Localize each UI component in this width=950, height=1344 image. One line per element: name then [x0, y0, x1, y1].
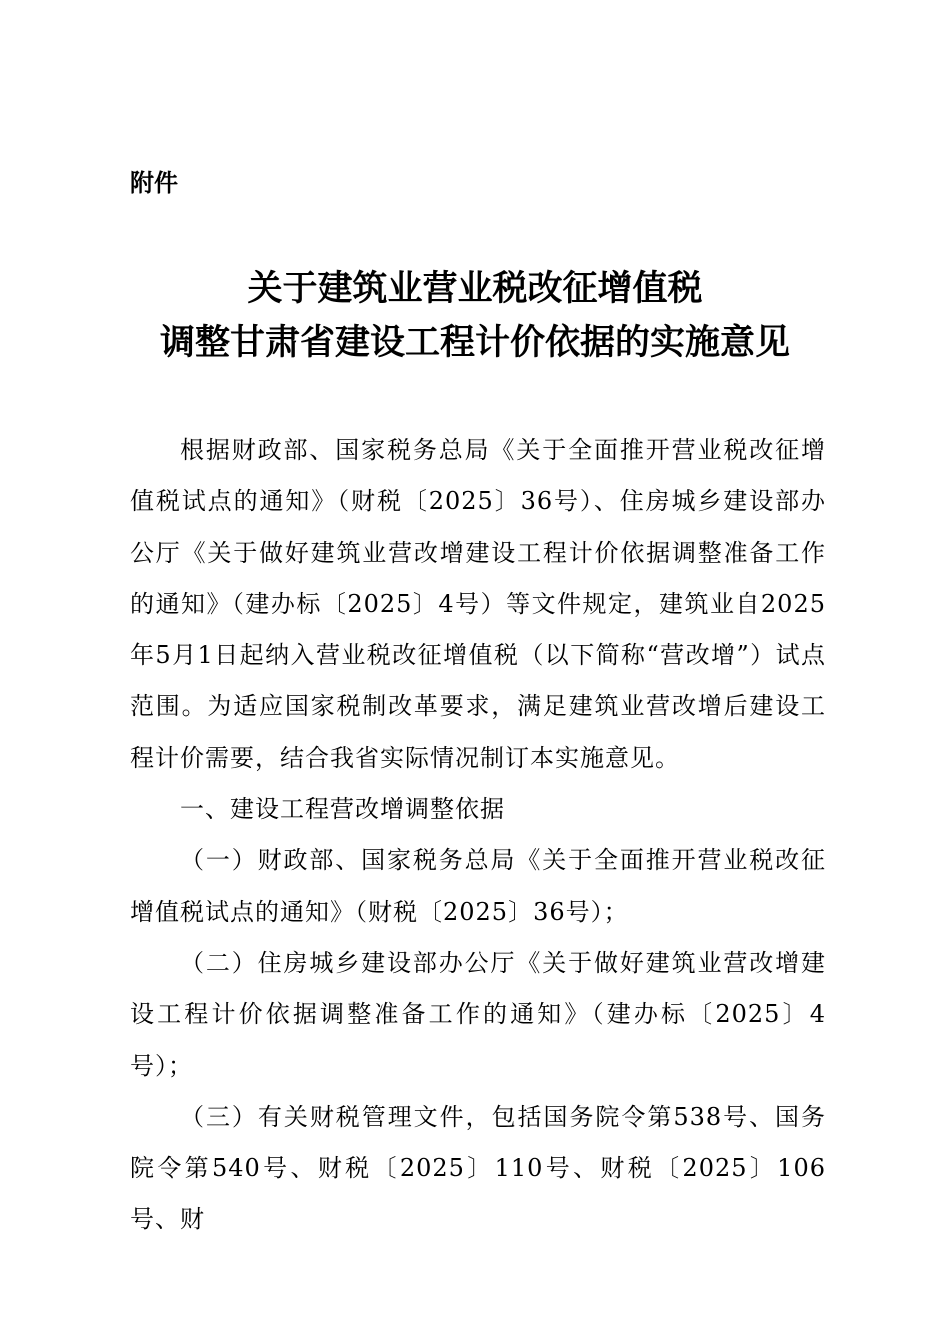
basis-item-1: （一）财政部、国家税务总局《关于全面推开营业税改征增值税试点的通知》（财税〔2025〕36号）；: [130, 846, 826, 926]
basis-item-3: （三）有关财税管理文件，包括国务院令第538号、国务院令第540号、财税〔2025〕110号、财税〔2025〕106号、财: [130, 1102, 826, 1234]
attachment-label: 附件: [130, 169, 178, 197]
section-heading-1: 一、建设工程营改增调整依据: [180, 795, 505, 824]
document-body: [130, 425, 826, 1246]
document-title: [100, 262, 850, 370]
basis-item-2: （二）住房城乡建设部办公厅《关于做好建筑业营改增建设工程计价依据调整准备工作的通知》（建办标〔2025〕4号）；: [130, 948, 826, 1080]
intro-paragraph: 根据财政部、国家税务总局《关于全面推开营业税改征增值税试点的通知》（财税〔2025〕36号）、住房城乡建设部办公厅《关于做好建筑业营改增建设工程计价依据调整准备工作的通知》（建办标〔2025〕4号）等文件规定，建筑业自2025年5月1日起纳入营业税改征增值税（以下简称“营改增”）试点范围。为适应国家税制改革要求，满足建筑业营改增后建设工程计价需要，结合我省实际情况制订本实施意见。: [130, 436, 826, 772]
title-line-1: 关于建筑业营业税改征增值税: [247, 269, 703, 309]
title-line-2: 调整甘肃省建设工程计价依据的实施意见: [159, 323, 790, 363]
